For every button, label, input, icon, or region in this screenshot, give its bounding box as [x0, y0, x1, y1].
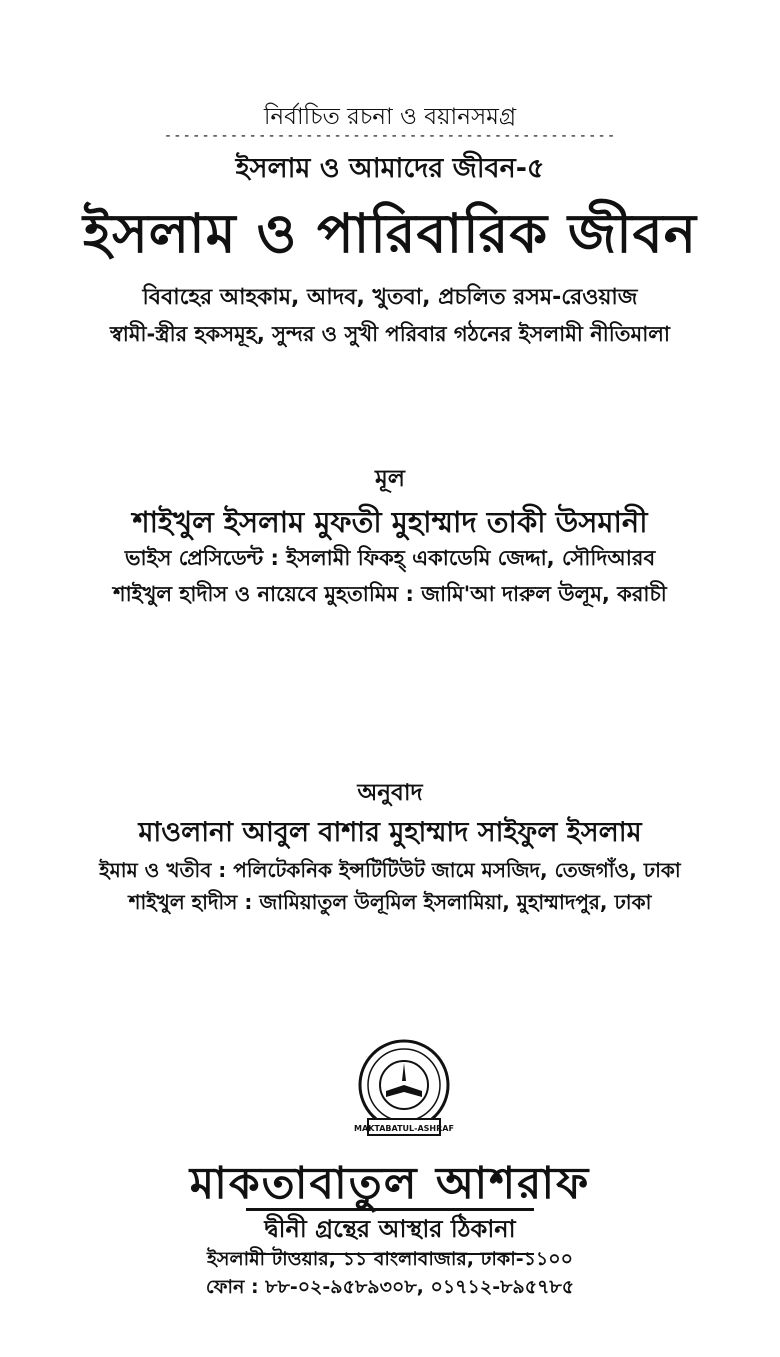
description-line-2: স্বামী-স্ত্রীর হকসমূহ, সুন্দর ও সুখী পরিবার গঠনের ইসলামী নীতিমালা — [109, 322, 671, 346]
publisher-phone: ফোন : ৮৮-০২-৯৫৮৯৩০৮, ০১৭১২-৮৯৫৭৮৫ — [205, 1276, 575, 1298]
translator-role-2: শাইখুল হাদীস : জামিয়াতুল উলূমিল ইসলামিয়া, মুহাম্মাদপুর, ঢাকা — [128, 890, 652, 914]
publisher-seal-logo — [348, 1035, 460, 1147]
subseries-heading: ইসলাম ও আমাদের জীবন-৫ — [235, 153, 545, 184]
author-role-1: ভাইস প্রেসিডেন্ট : ইসলামী ফিকহ্‌ একাডেমি জেদ্দা, সৌদিআরব — [124, 546, 656, 570]
publisher-address: ইসলামী টাওয়ার, ১১ বাংলাবাজার, ঢাকা-১১০০ — [207, 1248, 573, 1270]
translator-role-1: ইমাম ও খতীব : পলিটেকনিক ইন্সটিটিউট জামে মসজিদ, তেজগাঁও, ঢাকা — [99, 858, 681, 882]
author-role-2: শাইখুল হাদীস ও নায়েবে মুহতামিম : জামি'আ দারুল উলূম, করাচী — [113, 582, 667, 606]
translator-name: মাওলানা আবুল বাশার মুহাম্মাদ সাইফুল ইসলাম — [138, 817, 642, 848]
dashed-divider: ------------------------------------------------ — [163, 128, 617, 144]
description-line-1: বিবাহের আহকাম, আদব, খুতবা, প্রচলিত রসম-রেওয়াজ — [142, 285, 638, 310]
publisher-name: মাকতাবাতুল আশরাফ — [189, 1158, 591, 1209]
series-heading: নির্বাচিত রচনা ও বয়ানসমগ্র — [263, 104, 517, 130]
author-name: শাইখুল ইসলাম মুফতী মুহাম্মাদ তাকী উসমানী — [132, 505, 648, 539]
book-title: ইসলাম ও পারিবারিক জীবন — [83, 202, 697, 265]
svg-text:MAKTABATUL-ASHRAF: MAKTABATUL-ASHRAF — [354, 1124, 454, 1133]
publisher-slogan: দ্বীনী গ্রন্থের আস্থার ঠিকানা — [246, 1208, 533, 1255]
translator-label: অনুবাদ — [357, 780, 423, 806]
author-label: মূল — [375, 466, 405, 492]
